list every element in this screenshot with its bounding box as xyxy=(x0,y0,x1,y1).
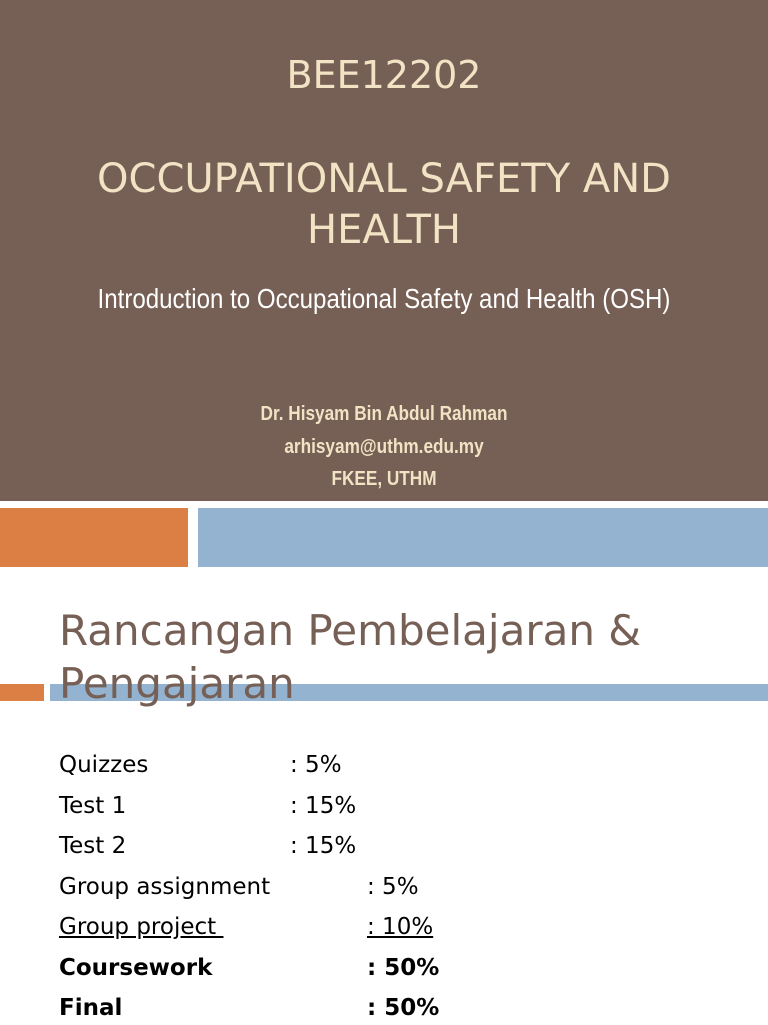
grade-value: : 15% xyxy=(290,793,357,819)
course-title: OCCUPATIONAL SAFETY AND HEALTH xyxy=(97,156,671,253)
grade-label: Group project xyxy=(59,914,224,940)
author-block xyxy=(54,398,714,496)
slide-subtitle: Introduction to Occupational Safety and Health (OSH) xyxy=(97,283,671,314)
author-affiliation: FKEE, UTHM xyxy=(331,468,437,490)
grade-value: : 50% xyxy=(367,955,440,981)
author-name: Dr. Hisyam Bin Abdul Rahman xyxy=(260,403,508,425)
grade-value: : 50% xyxy=(367,995,440,1021)
grade-value: : 15% xyxy=(290,833,357,859)
grade-value: : 10% xyxy=(367,914,434,940)
grade-value: : 5% xyxy=(290,752,342,778)
blue-accent-bar xyxy=(198,508,768,567)
title-slide xyxy=(0,0,768,501)
orange-divider-bar xyxy=(0,684,44,701)
grade-label: Group assignment xyxy=(59,874,271,900)
grade-value: : 5% xyxy=(367,874,419,900)
author-email: arhisyam@uthm.edu.my xyxy=(284,435,484,458)
grade-label: Test 2 xyxy=(59,833,127,859)
plan-heading: Rancangan Pembelajaran & Pengajaran xyxy=(59,606,642,708)
grade-label: Coursework xyxy=(59,955,213,981)
grade-label: Test 1 xyxy=(59,793,127,819)
grade-label: Quizzes xyxy=(59,752,149,778)
grade-label: Final xyxy=(59,995,123,1021)
course-code: BEE12202 xyxy=(286,53,482,97)
orange-accent-bar xyxy=(0,508,188,567)
